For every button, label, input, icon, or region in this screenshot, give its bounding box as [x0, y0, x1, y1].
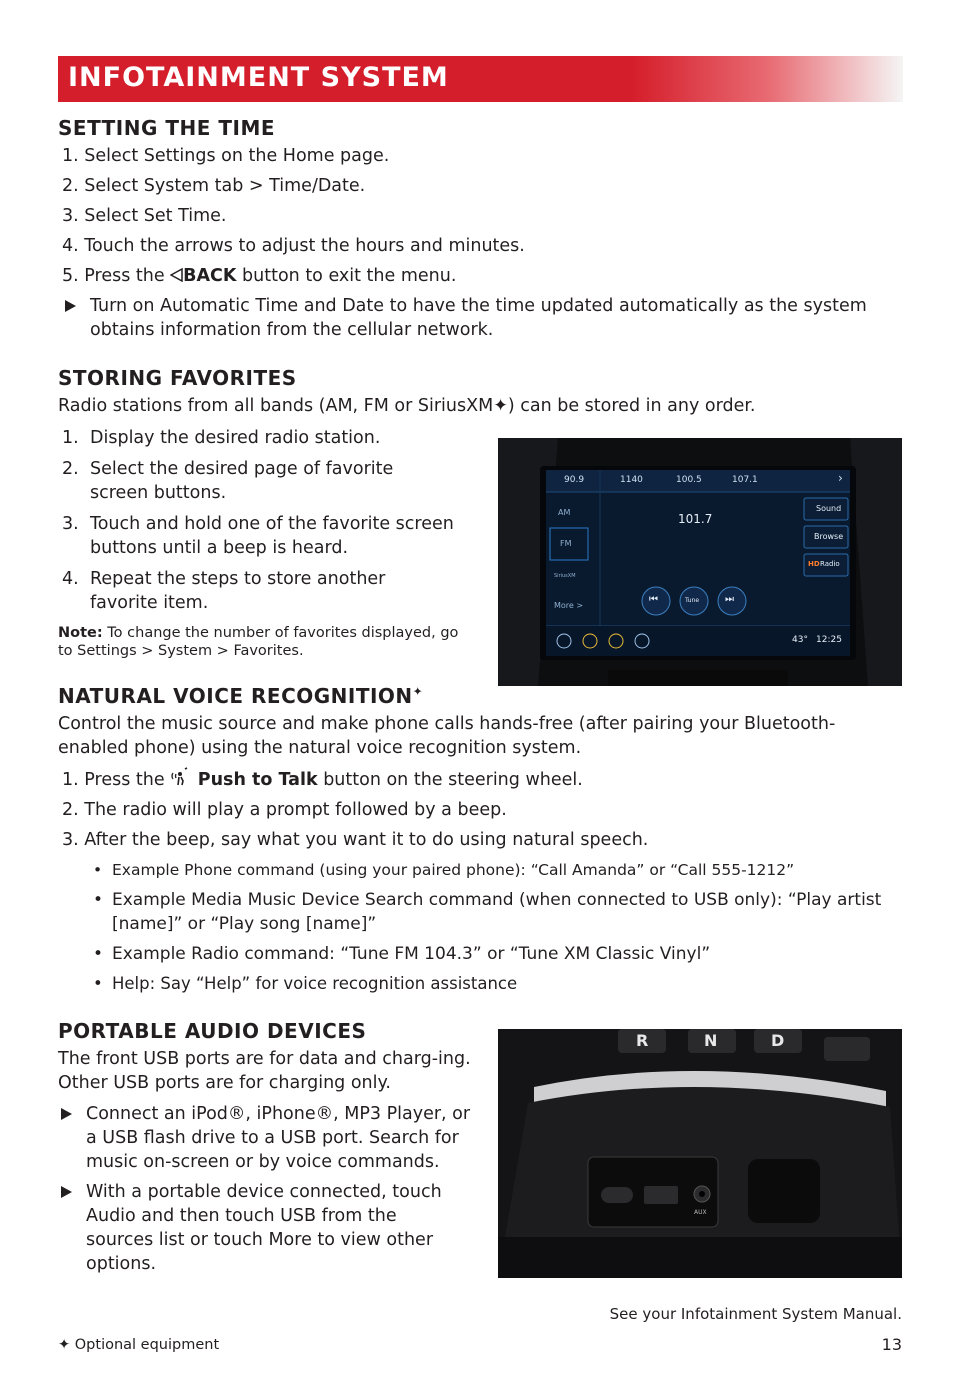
browse-button[interactable]: Browse: [814, 532, 844, 541]
radio-screen-photo: [498, 438, 902, 686]
band-fm[interactable]: FM: [560, 539, 572, 548]
audio-intro: The front USB ports are for data and charg-ing. Other USB ports are for charging only.: [58, 1049, 471, 1093]
audio-tips: [58, 1102, 482, 1276]
voice-bullets: [62, 858, 902, 996]
voice-steps: [62, 767, 902, 996]
heading-storing-favorites: STORING FAVORITES: [58, 366, 297, 390]
preset-1[interactable]: 90.9: [564, 475, 585, 485]
favorites-note: Note: To change the number of favorites displayed, go to Settings > System > Favorites.: [58, 625, 459, 659]
band-more[interactable]: More >: [554, 601, 584, 610]
time-steps: [62, 144, 902, 342]
chevron-right-icon[interactable]: ›: [838, 471, 843, 485]
optional-mark: ✦: [58, 1337, 71, 1353]
favorites-intro: Radio stations from all bands (AM, FM or SiriusXM✦) can be stored in any order.: [58, 396, 756, 416]
favorites-step: 3. Touch and hold one of the favorite screen buttons until a beep is heard.: [62, 514, 454, 558]
see-manual: See your Infotainment System Manual.: [609, 1305, 902, 1323]
preset-4[interactable]: 107.1: [732, 475, 758, 485]
aux-label: AUX: [694, 1209, 707, 1216]
back-label: BACK: [183, 266, 237, 286]
time-step: 1. Select Settings on the Home page.: [62, 146, 390, 166]
favorites-step: 4. Repeat the steps to store another favorite item.: [62, 569, 386, 613]
voice-step-2: 2. The radio will play a prompt followed by a beep.: [62, 800, 507, 820]
heading-voice-recognition: NATURAL VOICE RECOGNITION✦: [58, 684, 424, 708]
audio-tip: Connect an iPod®, iPhone®, MP3 Player, or a USB flash drive to a USB port. Search for music on-screen or by voice commands.: [58, 1102, 482, 1174]
station-frequency: 101.7: [678, 512, 713, 526]
voice-bullet: • Example Media Music Device Search command (when connected to USB only): “Play artist [name]” or “Play song [name]”: [93, 890, 882, 934]
favorites-step: 2. Select the desired page of favorite screen buttons.: [62, 459, 394, 503]
heading-setting-time: SETTING THE TIME: [58, 116, 276, 140]
seek-forward-icon[interactable]: ⏭: [725, 594, 734, 605]
banner-title: INFOTAINMENT SYSTEM: [68, 62, 449, 93]
page-number: 13: [881, 1335, 902, 1354]
push-to-talk-label: Push to Talk: [197, 770, 318, 790]
voice-bullet: • Example Phone command (using your paired phone): “Call Amanda” or “Call 555-1212”: [93, 861, 795, 879]
gear-n: N: [704, 1031, 718, 1050]
time-step: 2. Select System tab > Time/Date.: [62, 176, 366, 196]
usb-ports-image: [498, 1029, 902, 1278]
hd-radio-button[interactable]: Radio: [820, 560, 840, 568]
voice-step-3: 3. After the beep, say what you want it to do using natural speech.: [62, 830, 649, 850]
voice-bullet: • Help: Say “Help” for voice recognition assistance: [93, 974, 518, 993]
time-step: 4. Touch the arrows to adjust the hours and minutes.: [62, 236, 525, 256]
optional-mark: ✦: [412, 684, 424, 699]
favorites-step: 1. Display the desired radio station.: [62, 428, 381, 448]
sound-button[interactable]: Sound: [816, 504, 842, 513]
section-banner: [58, 56, 903, 102]
usb-ports-photo: [498, 1029, 902, 1278]
voice-bullet: • Example Radio command: “Tune FM 104.3” or “Tune XM Classic Vinyl”: [93, 944, 711, 964]
preset-3[interactable]: 100.5: [676, 475, 702, 485]
tune-button[interactable]: Tune: [685, 597, 700, 604]
gear-r: R: [636, 1031, 649, 1050]
voice-intro: Control the music source and make phone calls hands-free (after pairing your Bluetooth-enabled phone) using the natural voice recognition system.: [58, 714, 836, 758]
gear-d: D: [771, 1031, 785, 1050]
time-step-5: 5. Press the BACK button to exit the menu.: [62, 266, 457, 286]
heading-portable-audio: PORTABLE AUDIO DEVICES: [58, 1019, 367, 1043]
band-am[interactable]: AM: [558, 508, 571, 517]
bullet-arrow-icon: [65, 300, 76, 312]
preset-2[interactable]: 1140: [620, 475, 643, 485]
seek-back-icon[interactable]: ⏮: [649, 594, 658, 605]
time-tip: Turn on Automatic Time and Date to have the time updated automatically as the system obtains information from the cellular network.: [62, 294, 902, 342]
hd-logo: HD: [808, 560, 820, 568]
bullet-arrow-icon: [61, 1108, 72, 1120]
temperature: 43°: [792, 635, 808, 645]
time-step: 3. Select Set Time.: [62, 206, 227, 226]
push-to-talk-icon: [170, 767, 192, 787]
band-siriusxm[interactable]: SiriusXM: [554, 573, 576, 579]
optional-footnote: ✦ Optional equipment: [58, 1337, 220, 1353]
audio-tip: With a portable device connected, touch Audio and then touch USB from the sources list or touch More to view other options.: [58, 1180, 482, 1276]
clock: 12:25: [816, 635, 842, 645]
favorites-steps: [58, 426, 474, 660]
bullet-arrow-icon: [61, 1186, 72, 1198]
back-arrow-icon: [170, 268, 183, 282]
voice-step-1: 1. Press the Push to Talk button on the steering wheel.: [62, 767, 902, 792]
